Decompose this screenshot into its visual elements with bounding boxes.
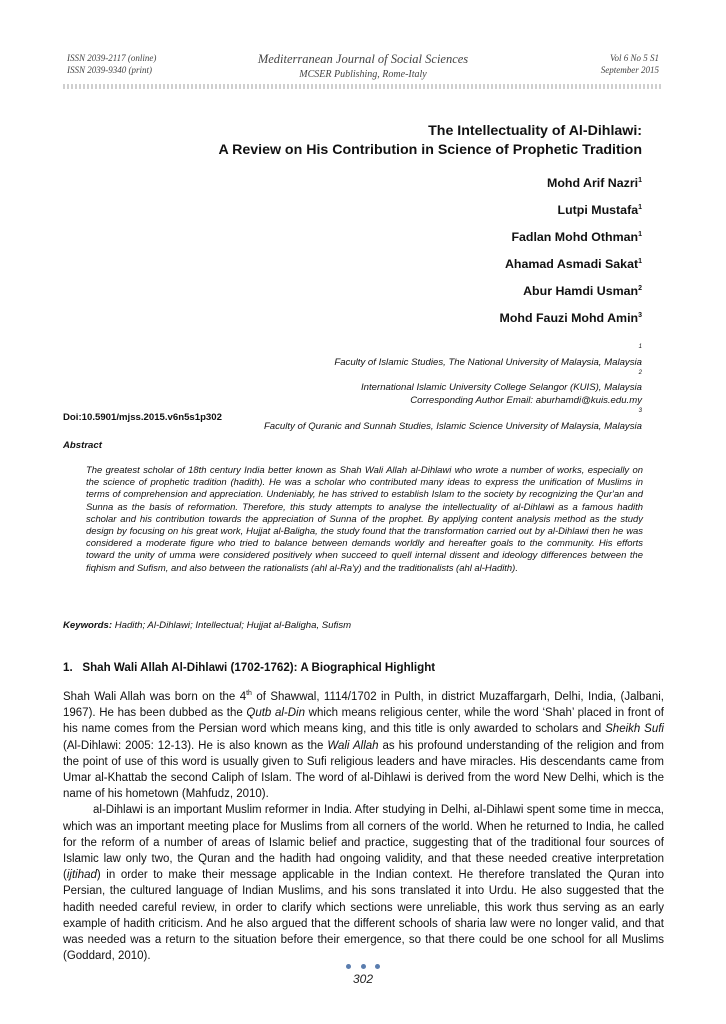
author: Abur Hamdi Usman$^2$ (523, 284, 642, 298)
page-ornament-icon (346, 962, 380, 970)
author: Mohd Fauzi Mohd Amin$^3$ (499, 311, 642, 325)
paragraph: Shah Wali Allah was born on the 4th of Shawwal, 1114/1702 in Pulth, in district Muzaffargarh, Delhi, India, (Jalbani, 1967). He has been dubbed as the Qutb al-Din which means religious center, while the word ‘Shah’ placed in front of his name comes from the Persian word which means king, and this title is only awarded to scholars and Sheikh Sufi (Al-Dihlawi: 2005: 12-13). He is also known as the Wali Allah as his profound understanding of the religion and from the point of use of this word is usually given to Sufi religious leaders and have miracles. His descendants came from Umar al-Khattab the second Caliph of Islam. The word of al-Dihlawi is derived from the word New Delhi, which is the name of his hometown (Mahfudz, 2010). (63, 690, 665, 801)
keywords-text: Hadith; Al-Dihlawi; Intellectual; Hujjat al-Baligha, Sufism (112, 620, 352, 631)
publisher-name: MCSER Publishing, Rome-Italy (299, 69, 427, 80)
volume-number: Vol 6 No 5 S1 (609, 53, 659, 63)
body-text (63, 689, 664, 964)
affiliation: $^2$ International Islamic University College Selangor (KUIS), Malaysia (361, 369, 642, 394)
keywords (63, 620, 351, 631)
author: Mohd Arif Nazri$^1$ (547, 176, 642, 190)
section-heading: 1. Shah Wali Allah Al-Dihlawi (1702-1762): A Biographical Highlight (63, 661, 436, 674)
author-list (500, 175, 642, 337)
issue-date: September 2015 (600, 65, 659, 75)
affiliation: $^1$ Faculty of Islamic Studies, The National University of Malaysia, Malaysia (334, 343, 642, 368)
header-divider (63, 84, 663, 89)
keywords-label: Keywords: (63, 620, 113, 631)
journal-block (63, 52, 663, 81)
abstract-heading: Abstract (63, 440, 102, 451)
corresponding-email: Corresponding Author Email: aburhamdi@kuis.edu.my (410, 395, 642, 407)
title-line-1: The Intellectuality of Al-Dihlawi: (428, 123, 642, 139)
paragraph: al-Dihlawi is an important Muslim reformer in India. After studying in Delhi, al-Dihlawi spent some time in mecca, which was an important meeting place for Muslims from all corners of the world. When he returned to India, he called for the reform of a number of areas of Islamic belief and practice, suggesting that of the traditional four sources of Islamic law only two, the Quran and the hadith had ongoing validity, and that these needed creative interpretation (ijtihad) in order to make their message applicable in the Indian context. He therefore translated the Quran into Persian, the cultured language of Indian Muslims, and his sons translated it into Urdu. He also suggested that the hadith needed careful review, in order to clarify which sections were unreliable, this work thus serving as an early example of hadith criticism. And he also argued that the different schools of sharia law were no longer valid, and that was needed was a return to the situation before their emergence, so that there could be one school for all Muslims (Goddard, 2010). (63, 804, 664, 963)
issn-print: ISSN 2039-9340 (print) (67, 65, 152, 75)
doi: Doi:10.5901/mjss.2015.v6n5s1p302 (63, 412, 222, 423)
page-number: 302 (352, 972, 374, 986)
issn-online: ISSN 2039-2117 (online) (67, 53, 157, 63)
volume-block (601, 52, 659, 76)
affiliations (264, 344, 642, 434)
author: Fadlan Mohd Othman$^1$ (511, 230, 642, 244)
abstract-text: The greatest scholar of 18th century India better known as Shah Wali Allah al-Dihlawi who wrote a number of works, especially on the science of prophetic tradition (hadith). He was a scholar who contributed many ideas to express the unification of Muslims in terms of comprehension and appreciation. Undeniably, he has strived to establish Islam to the society by recognizing the Qur'an and Sunna as the basis of reformation. Therefore, this study attempts to analyse the intellectuality of al-Dihlawi as a famous hadith scholar and his contribution towards the appreciation of Sunna of the prophet. By applying content analysis method as the study design by focusing on his great work, Hujjat al-Baligha, the study found that the transformation carried out by al-Dihlawi then he was considered a moderate figure who tried to balance between demands worldly and hereafter goals to the community. His efforts toward the unity of umma were considered positively when succeed to quell internal dissent and ideology differences between the fiqhism and Sufism, and also between the rationalists (ahl al-Ra'y) and the traditionalists (ahl al-Hadith). (86, 465, 643, 574)
title-line-2: A Review on His Contribution in Science of Prophetic Tradition (218, 142, 642, 158)
author: Ahamad Asmadi Sakat$^1$ (504, 257, 642, 271)
author: Lutpi Mustafa$^1$ (557, 203, 642, 217)
affiliation: $^3$ Faculty of Quranic and Sunnah Studies, Islamic Science University of Malaysia, Malaysia (263, 407, 642, 432)
running-header (63, 52, 663, 88)
journal-name: Mediterranean Journal of Social Sciences (257, 52, 469, 66)
paper-title (218, 122, 642, 160)
